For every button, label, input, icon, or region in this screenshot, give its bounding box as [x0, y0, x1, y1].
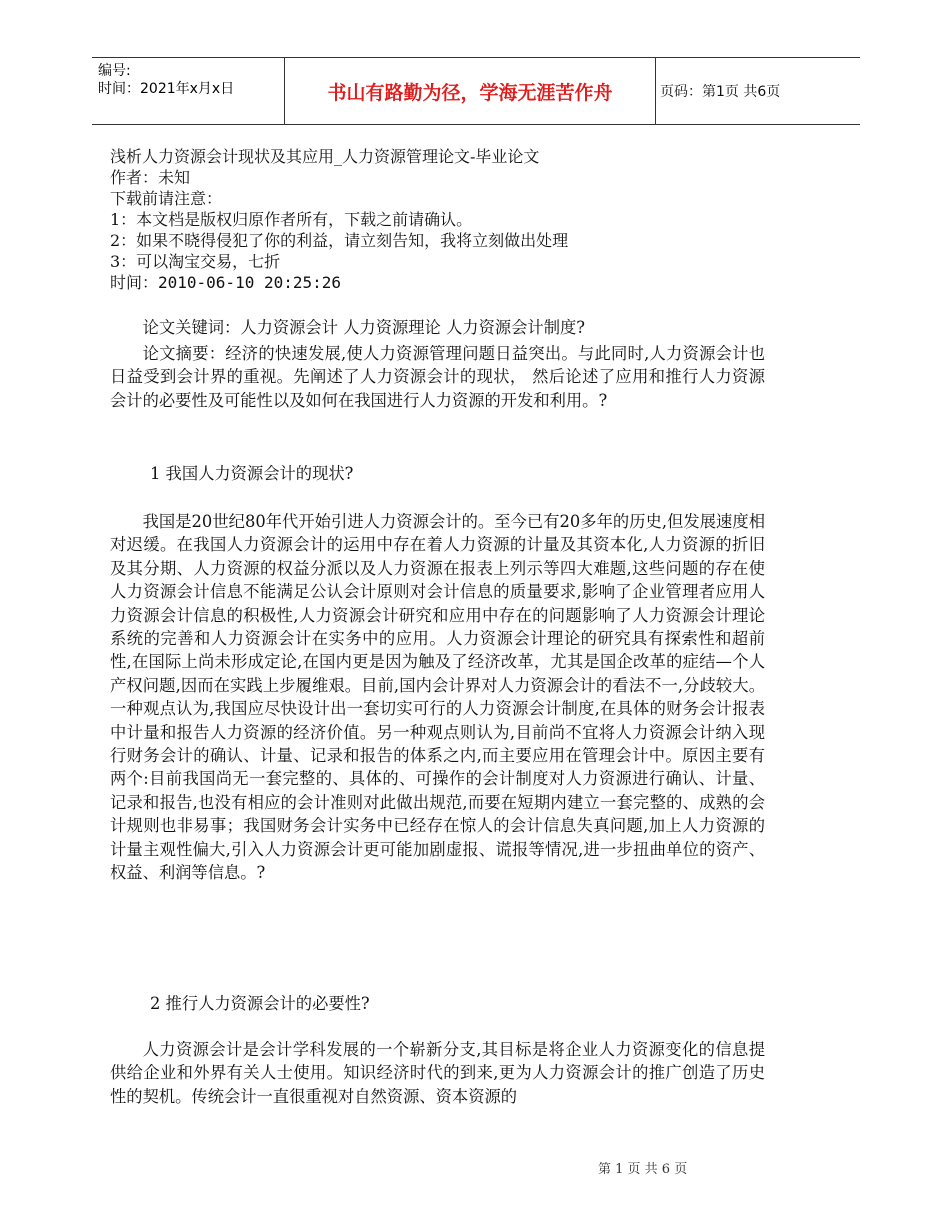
page-footer: 第 1 页 共 6 页: [598, 1162, 688, 1177]
keywords: 论文关键词：人力资源会计 人力资源理论 人力资源会计制度?: [142, 318, 585, 337]
page-info: 页码：第1页 共6页: [660, 84, 781, 100]
notice-2: 2：如果不晓得侵犯了你的利益，请立刻告知，我将立刻做出处理: [110, 231, 569, 250]
notice-title: 下载前请注意：: [110, 189, 223, 208]
author: 作者：未知: [110, 168, 191, 187]
document-meta: [110, 146, 770, 293]
header-table: [92, 57, 860, 125]
time-label: 时间：2021年x月x日: [98, 81, 235, 97]
notice-1: 1：本文档是版权归原作者所有，下载之前请确认。: [110, 210, 473, 229]
number-label: 编号:: [98, 63, 131, 79]
header-left-cell: [92, 58, 282, 124]
section1-body: 我国是20世纪80年代开始引进人力资源会计的。至今已有20多年的历史,但发展速度相对迟缓。在我国人力资源会计的运用中存在着人力资源的计量及其资本化,人力资源的折旧及其分期、人力资源的权益分派以及人力资源在报表上列示等四大难题,这些问题的存在使人力资源会计信息不能满足公认会计原则对会计信息的质量要求,影响了企业管理者应用人力资源会计信息的积极性,人力资源会计研究和应用中存在的问题影响了人力资源会计理论系统的完善和人力资源会计在实务中的应用。人力资源会计理论的研究具有探索性和超前性,在国际上尚未形成定论,在国内更是因为触及了经济改革，尤其是国企改革的症结—个人产权问题,因而在实践上步履维艰。目前,国内会计界对人力资源会计的看法不一,分歧较大。一种观点认为,我国应尽快设计出一套切实可行的人力资源会计制度,在具体的财务会计报表中计量和报告人力资源的经济价值。另一种观点则认为,目前尚不宜将人力资源会计纳入现行财务会计的确认、计量、记录和报告的体系之内,而主要应用在管理会计中。原因主要有两个:目前我国尚无一套完整的、具体的、可操作的会计制度对人力资源进行确认、计量、记录和报告,也没有相应的会计准则对此做出规范,而要在短期内建立一套完整的、成熟的会计规则也非易事；我国财务会计实务中已经存在惊人的会计信息失真问题,加上人力资源的计量主观性偏大,引入人力资源会计更可能加剧虚报、谎报等情况,进一步扭曲单位的资产、权益、利润等信息。?: [110, 512, 765, 883]
notice-3: 3：可以淘宝交易，七折: [110, 252, 281, 271]
motto: 书山有路勤为径，学海无涯苦作舟: [284, 58, 656, 124]
section2-heading: 2 推行人力资源会计的必要性?: [150, 994, 370, 1013]
document-title: 浅析人力资源会计现状及其应用_人力资源管理论文-毕业论文: [110, 147, 540, 166]
section2-body: 人力资源会计是会计学科发展的一个崭新分支,其目标是将企业人力资源变化的信息提供给企业和外界有关人士使用。知识经济时代的到来,更为人力资源会计的推广创造了历史性的契机。传统会计一直很重视对自然资源、资本资源的: [110, 1040, 765, 1106]
abstract: 论文摘要：经济的快速发展,使人力资源管理问题日益突出。与此同时,人力资源会计也日益受到会计界的重视。先阐述了人力资源会计的现状， 然后论述了应用和推行人力资源会计的必要性及可能性以及如何在我国进行人力资源的开发和利用。?: [110, 344, 765, 410]
document-time: 时间：2010-06-10 20:25:26: [110, 273, 342, 292]
section1-heading: 1 我国人力资源会计的现状?: [150, 464, 354, 483]
